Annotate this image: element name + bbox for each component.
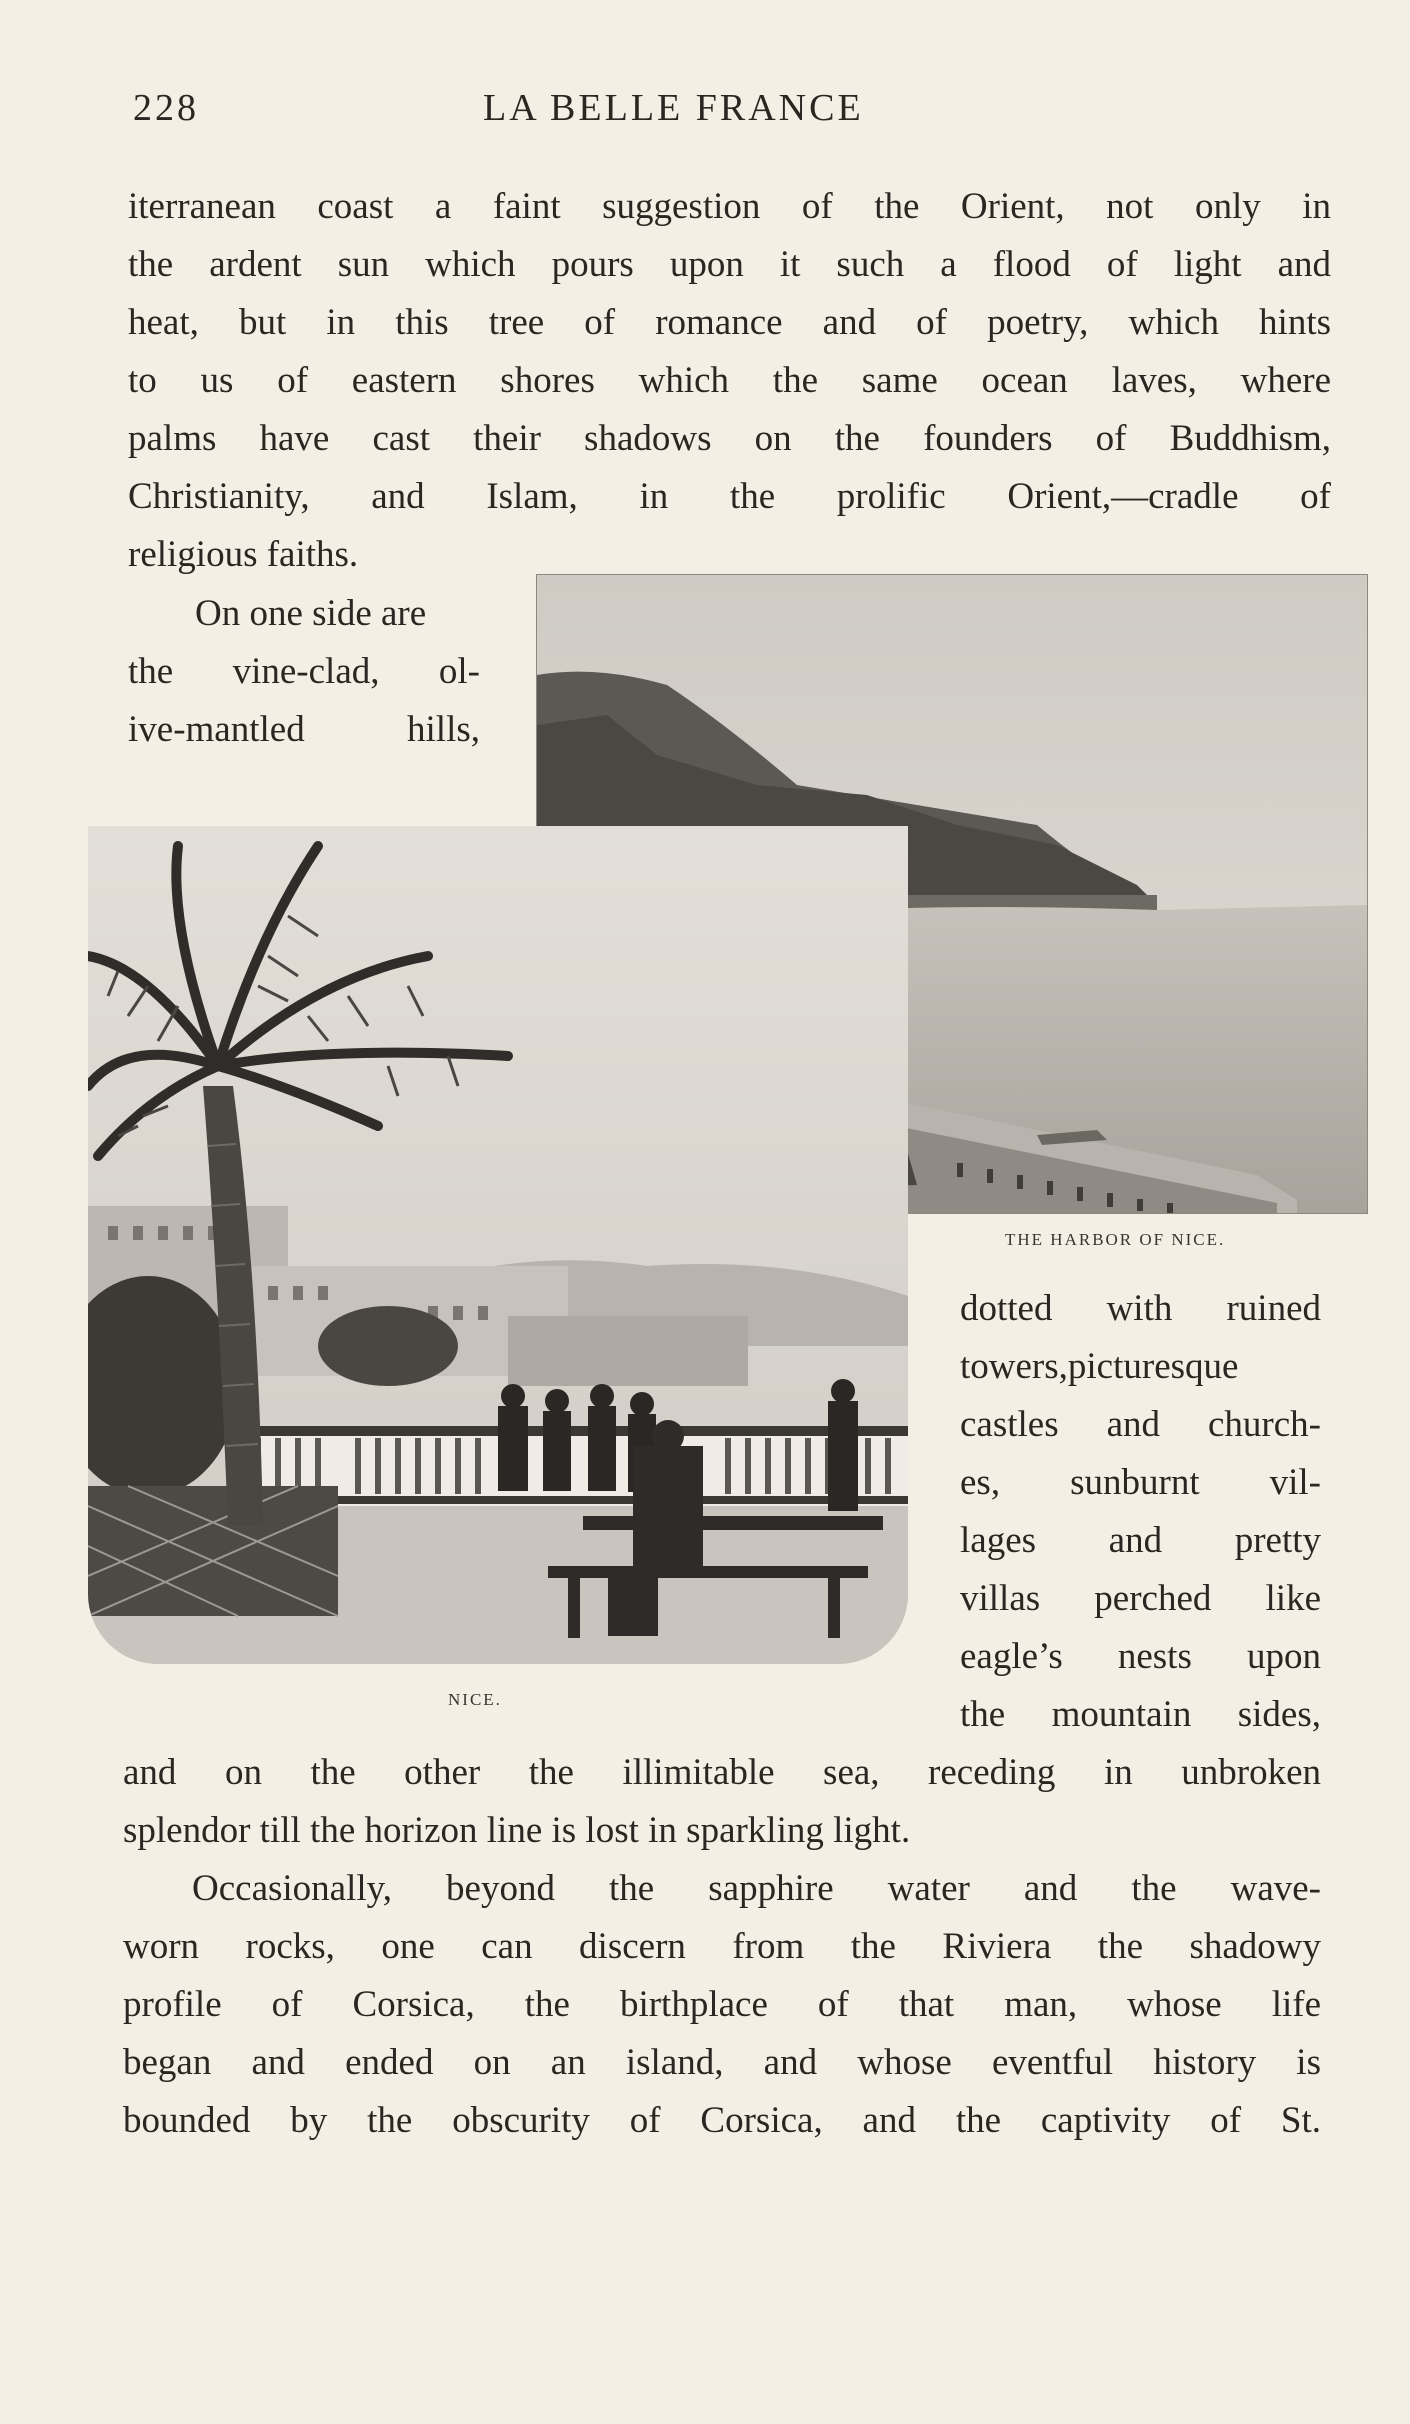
text-line: towers,picturesque bbox=[960, 1346, 1239, 1387]
text-line: began and ended on an island, and whose eventful history is bbox=[123, 2042, 1321, 2083]
text-line: bounded by the obscurity of Corsica, and the captivity of St. bbox=[123, 2100, 1321, 2141]
text-line: es, sunburnt vil- bbox=[960, 1462, 1321, 1503]
page-number: 228 bbox=[133, 87, 199, 129]
text-line: heat, but in this tree of romance and of poetry, which hints bbox=[128, 302, 1331, 343]
nice-illustration bbox=[88, 826, 908, 1664]
text-line: villas perched like bbox=[960, 1578, 1321, 1619]
text-line: the ardent sun which pours upon it such a flood of light and bbox=[128, 244, 1331, 285]
nice-photo bbox=[88, 826, 908, 1664]
text-line: and on the other the illimitable sea, receding in unbroken bbox=[123, 1752, 1321, 1793]
text-line: religious faiths. bbox=[128, 534, 359, 575]
nice-caption: NICE. bbox=[448, 1690, 502, 1709]
text-line: the vine-clad, ol- bbox=[128, 651, 480, 692]
text-line: palms have cast their shadows on the founders of Buddhism, bbox=[128, 418, 1331, 459]
text-line: worn rocks, one can discern from the Riviera the shadowy bbox=[123, 1926, 1321, 1967]
text-line: splendor till the horizon line is lost in sparkling light. bbox=[123, 1810, 911, 1851]
text-line: eagle’s nests upon bbox=[960, 1636, 1321, 1677]
harbor-caption: THE HARBOR OF NICE. bbox=[1005, 1230, 1226, 1249]
running-title: LA BELLE FRANCE bbox=[483, 87, 864, 129]
text-line: castles and church- bbox=[960, 1404, 1321, 1445]
text-line: On one side are bbox=[195, 593, 427, 634]
text-line: Occasionally, beyond the sapphire water and the wave- bbox=[192, 1868, 1321, 1909]
text-line: dotted with ruined bbox=[960, 1288, 1321, 1329]
text-line: to us of eastern shores which the same ocean laves, where bbox=[128, 360, 1331, 401]
text-line: Christianity, and Islam, in the prolific Orient,—cradle of bbox=[128, 476, 1331, 517]
text-line: ive-mantled hills, bbox=[128, 709, 480, 750]
text-line: lages and pretty bbox=[960, 1520, 1321, 1561]
text-line: the mountain sides, bbox=[960, 1694, 1321, 1735]
text-line: profile of Corsica, the birthplace of that man, whose life bbox=[123, 1984, 1321, 2025]
text-line: iterranean coast a faint suggestion of the Orient, not only in bbox=[128, 186, 1331, 227]
